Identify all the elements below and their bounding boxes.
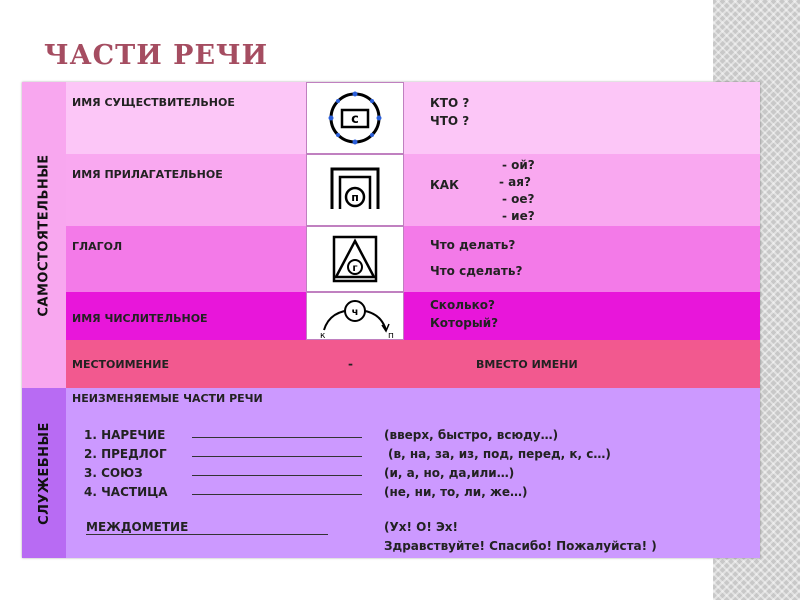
adjective-ending-1: - ой? (502, 158, 535, 172)
service-item-2-name: 2. ПРЕДЛОГ (84, 447, 167, 461)
pronoun-name: МЕСТОИМЕНИЕ (72, 358, 169, 371)
row-noun (66, 82, 760, 155)
numeral-name: ИМЯ ЧИСЛИТЕЛЬНОЕ (72, 312, 208, 325)
adjective-ending-3: - ое? (502, 192, 535, 206)
bracket-p-icon (306, 154, 404, 226)
numeral-arc-right: п (388, 331, 394, 338)
independent-label: САМОСТОЯТЕЛЬНЫЕ (36, 153, 52, 317)
numeral-letter: ч (351, 307, 359, 318)
service-item-3-name: 3. СОЮЗ (84, 466, 143, 480)
row-numeral (66, 292, 760, 341)
verb-question-2: Что сделать? (430, 264, 523, 278)
circle-c-icon (306, 82, 404, 154)
service-item-1-examples: (вверх, быстро, всюду…) (384, 428, 559, 442)
adjective-name: ИМЯ ПРИЛАГАТЕЛЬНОЕ (72, 168, 223, 181)
interjection-name: МЕЖДОМЕТИЕ (86, 520, 328, 535)
service-header: НЕИЗМЕНЯЕМЫЕ ЧАСТИ РЕЧИ (72, 392, 263, 405)
independent-group (22, 82, 67, 388)
adjective-ending-2: - ая? (499, 175, 531, 189)
numeral-question-2: Который? (430, 316, 499, 330)
row-verb (66, 226, 760, 293)
verb-letter: г (352, 263, 358, 274)
service-item-4-blank (192, 494, 362, 495)
adjective-question: КАК (430, 178, 459, 192)
interjection-examples-1: (Ух! О! Эх! (384, 520, 458, 534)
row-adjective (66, 154, 760, 227)
numeral-question-1: Сколько? (430, 298, 495, 312)
adjective-letter: п (351, 191, 359, 204)
numeral-arc-left: к (320, 331, 326, 338)
service-group (22, 388, 67, 558)
noun-question-1: КТО ? (430, 96, 470, 110)
noun-letter: с (351, 112, 359, 127)
noun-question-2: ЧТО ? (430, 114, 470, 128)
service-item-2-blank (192, 456, 362, 457)
row-pronoun (66, 340, 760, 389)
arc-ch-icon (306, 292, 404, 340)
service-label: СЛУЖЕБНЫЕ (36, 421, 52, 525)
service-block (66, 388, 760, 558)
interjection-examples-2: Здравствуйте! Спасибо! Пожалуйста! ) (384, 539, 657, 553)
verb-question-1: Что делать? (430, 238, 516, 252)
adjective-ending-4: - ие? (502, 209, 535, 223)
service-item-4-examples: (не, ни, то, ли, же…) (384, 485, 528, 499)
triangle-g-icon (306, 226, 404, 292)
slide-title: ЧАСТИ РЕЧИ (44, 40, 269, 71)
service-item-1-blank (192, 437, 362, 438)
verb-name: ГЛАГОЛ (72, 240, 123, 253)
service-item-2-examples: (в, на, за, из, под, перед, к, с…) (388, 447, 611, 461)
service-item-4-name: 4. ЧАСТИЦА (84, 485, 168, 499)
pronoun-dash: - (348, 357, 353, 371)
noun-name: ИМЯ СУЩЕСТВИТЕЛЬНОЕ (72, 96, 235, 109)
service-item-3-blank (192, 475, 362, 476)
parts-of-speech-table (22, 82, 760, 558)
service-item-3-examples: (и, а, но, да,или…) (384, 466, 515, 480)
pronoun-meaning: ВМЕСТО ИМЕНИ (476, 358, 578, 371)
service-item-1-name: 1. НАРЕЧИЕ (84, 428, 166, 442)
